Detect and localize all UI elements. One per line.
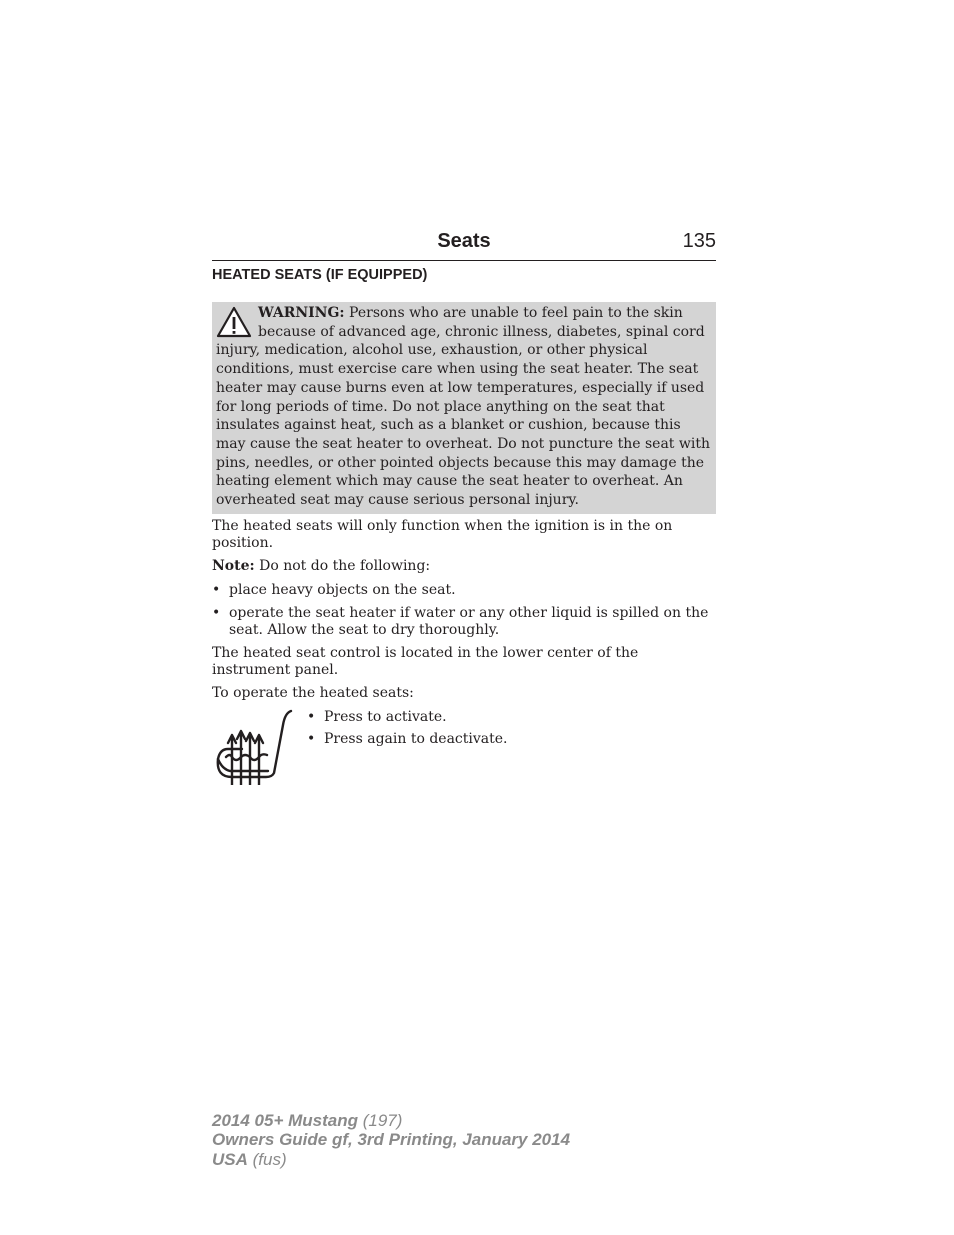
list-item-text: Press to activate. (324, 708, 447, 725)
footer-line-2 (212, 1130, 570, 1149)
operate-instructions (212, 709, 716, 789)
footer-model-code: (197) (358, 1111, 403, 1130)
list-item (212, 582, 716, 599)
page-number: 135 (682, 230, 716, 252)
operate-step-list (307, 709, 507, 754)
list-item-text: operate the seat heater if water or any other liquid is spilled on the seat. Allow the seat to dry thoroughly. (229, 605, 709, 638)
ignition-paragraph: The heated seats will only function when the ignition is in the on position. (212, 518, 673, 551)
page-footer (212, 1111, 570, 1169)
location-paragraph: The heated seat control is located in the lower center of the instrument panel. (212, 645, 639, 678)
footer-line-1 (212, 1111, 570, 1130)
footer-model: 2014 05+ Mustang (212, 1111, 358, 1130)
bullet-icon: • (307, 731, 316, 747)
list-item-text: Press again to deactivate. (324, 731, 508, 747)
note-paragraph (212, 558, 716, 575)
bullet-icon: • (212, 581, 221, 598)
section-heading: HEATED SEATS (IF EQUIPPED) (212, 267, 428, 283)
footer-region-code: (fus) (247, 1149, 287, 1169)
bullet-icon: • (212, 605, 221, 621)
bullet-icon: • (307, 708, 316, 725)
chapter-title: Seats (437, 230, 491, 252)
note-bullet-list (212, 582, 716, 639)
warning-text (216, 304, 712, 510)
heated-seat-icon (212, 709, 296, 785)
list-item (307, 709, 507, 726)
footer-guide-info: Owners Guide gf, 3rd Printing, January 2014 (212, 1130, 571, 1150)
list-item (307, 731, 507, 748)
footer-region: USA (212, 1149, 248, 1169)
footer-line-3 (212, 1150, 570, 1169)
warning-box (212, 302, 716, 514)
list-item (212, 605, 716, 638)
operate-intro: To operate the heated seats: (212, 685, 414, 701)
warning-label: WARNING: (258, 305, 345, 321)
main-content (212, 518, 716, 789)
page-header (212, 229, 716, 261)
note-text: Do not do the following: (254, 558, 431, 574)
list-item-text: place heavy objects on the seat. (229, 581, 456, 598)
warning-triangle-icon (216, 306, 252, 340)
note-label: Note: (212, 558, 255, 574)
warning-body: Persons who are unable to feel pain to the skin because of advanced age, chronic illness, diabetes, spinal cord injury, medication, alcohol use, exhaustion, or other physical conditions, must exercise care when using the seat heater. The seat heater may cause burns even at low temperatures, especially if used for long periods of time. Do not place anything on the seat that insulates against heat, such as a blanket or cushion, because this may cause the seat heater to overheat. Do not puncture the seat with pins, needles, or other pointed objects because this may damage the heating element which may cause the seat heater to overheat. An overheated seat may cause serious personal injury. (216, 305, 710, 509)
